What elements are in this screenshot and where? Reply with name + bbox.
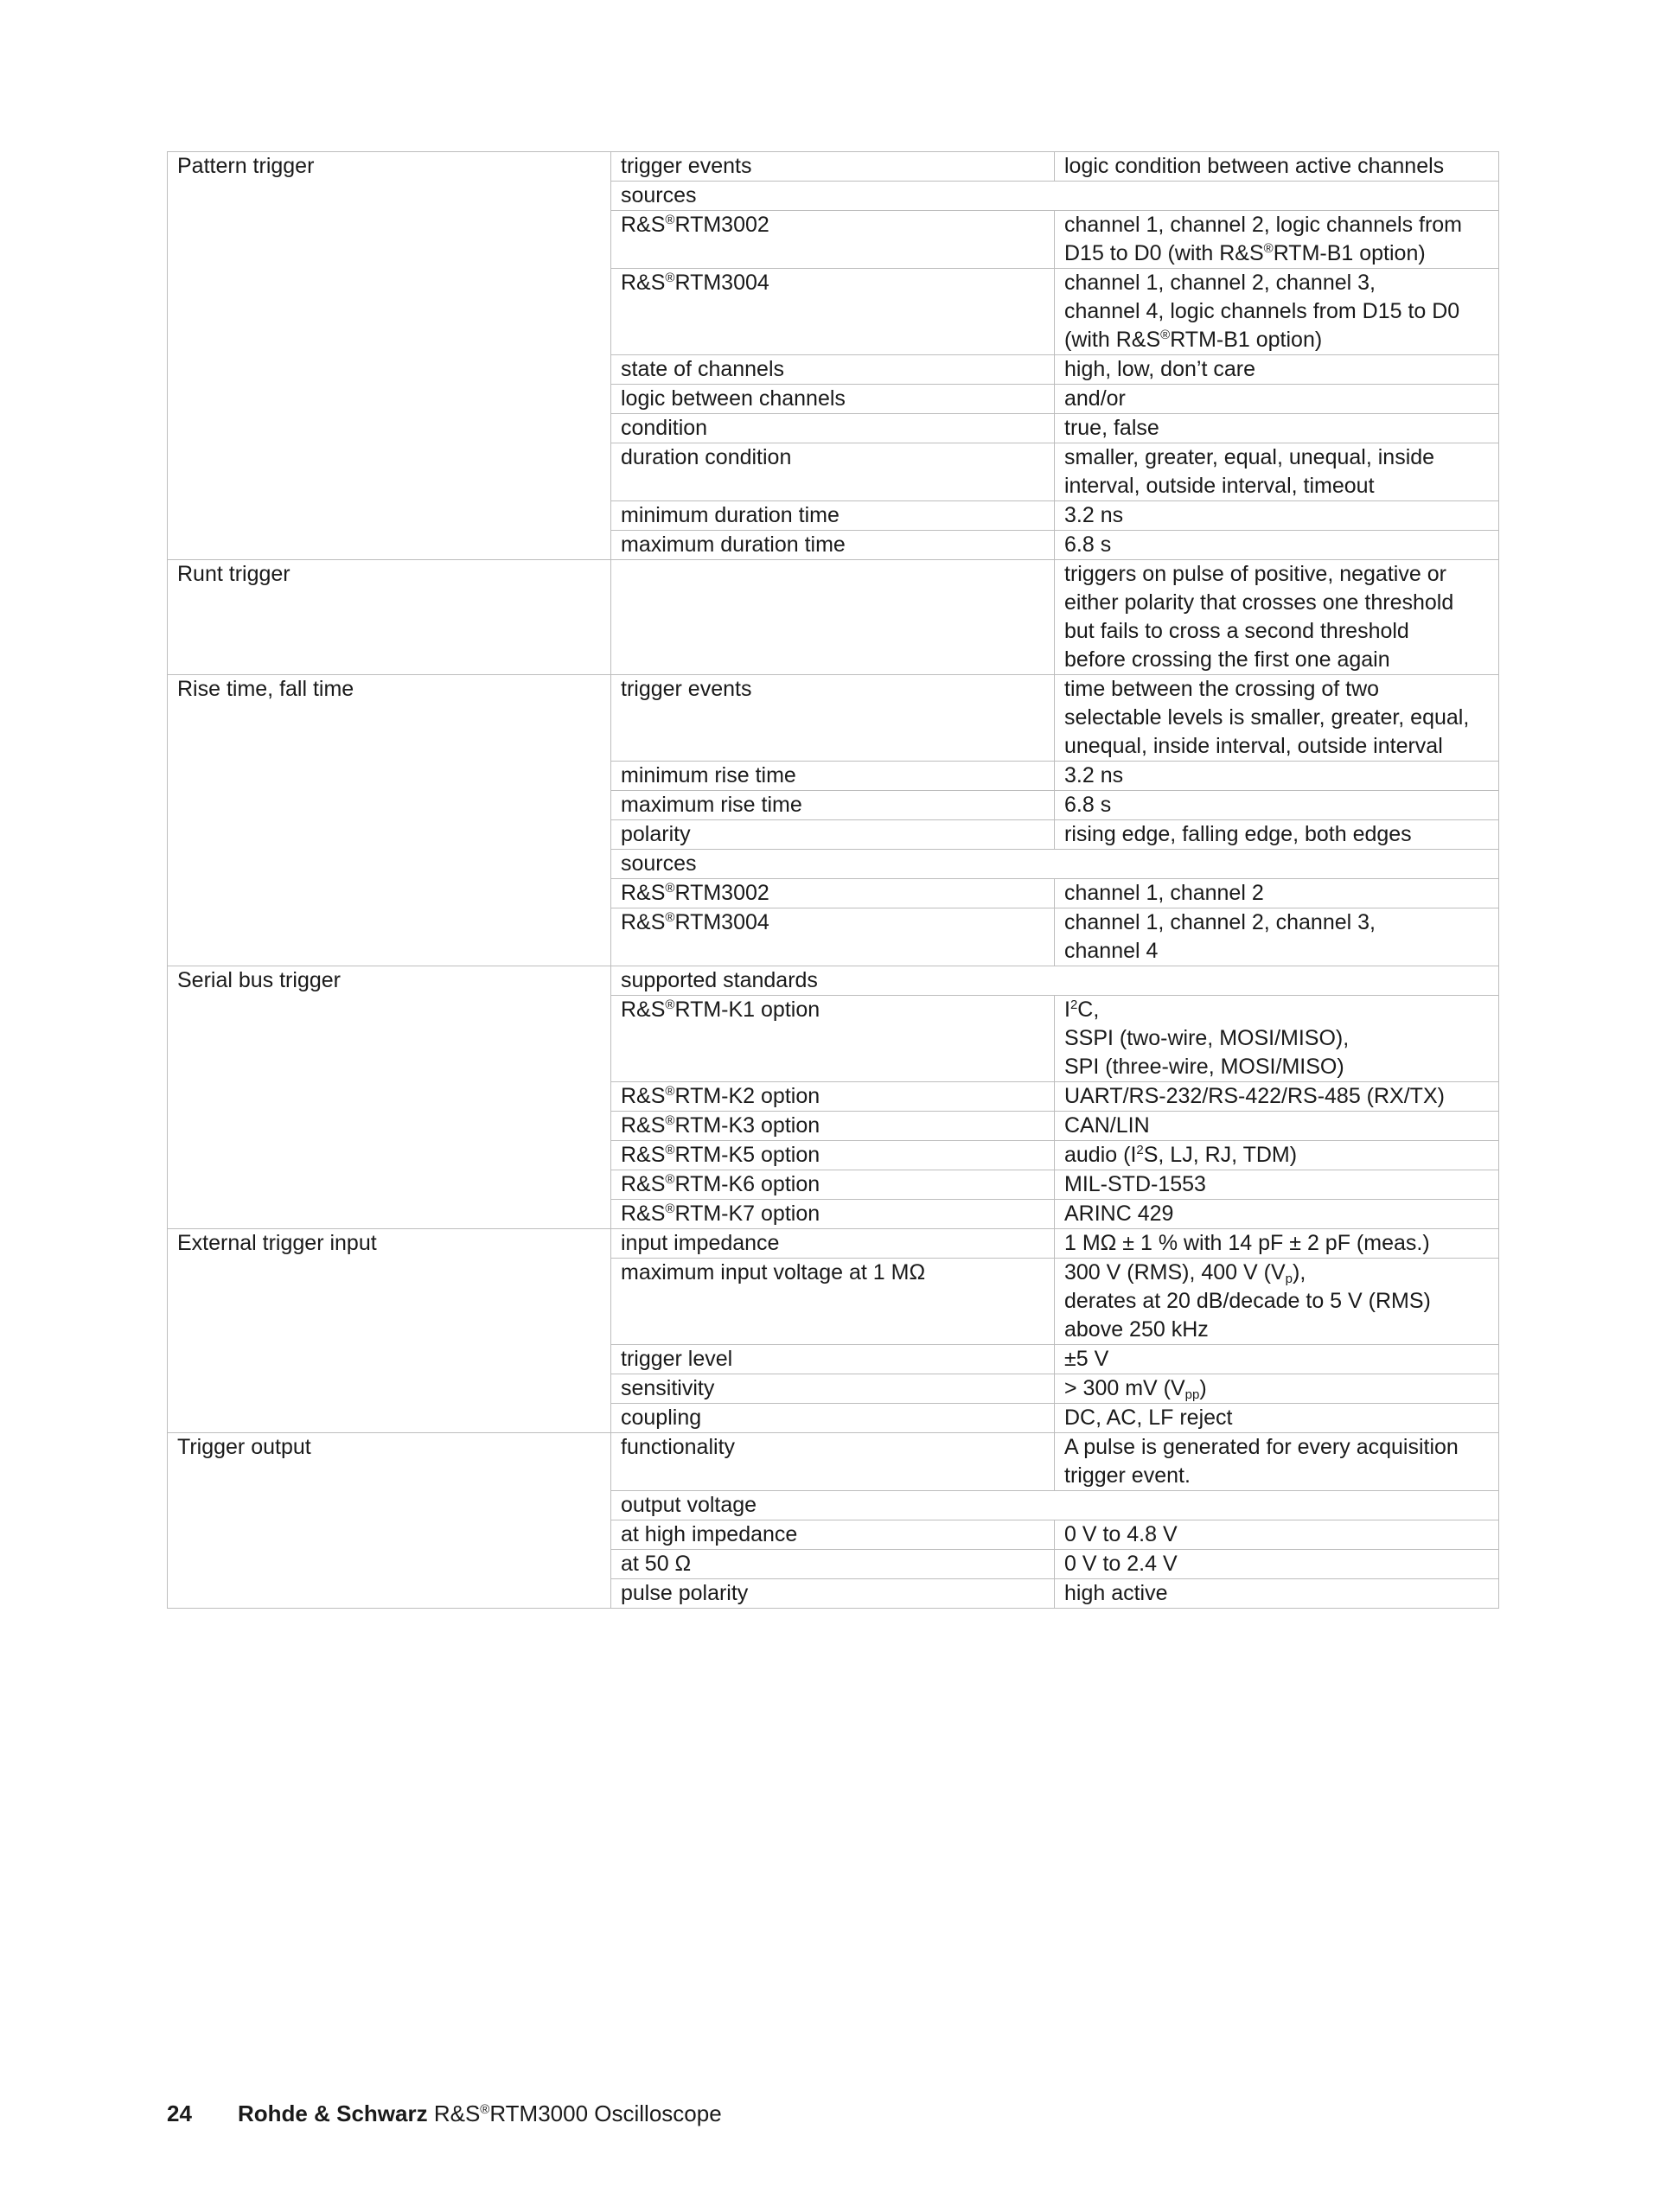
parameter-label: maximum rise time: [611, 791, 1055, 820]
parameter-value: > 300 mV $(V_{pp})$: [1055, 1374, 1499, 1404]
parameter-label: polarity: [611, 820, 1055, 850]
parameter-label: pulse polarity: [611, 1579, 1055, 1609]
parameter-value: high, low, don’t care: [1055, 355, 1499, 385]
parameter-label: functionality: [611, 1433, 1055, 1491]
parameter-value: time between the crossing of two selectable levels is smaller, greater, equal, unequal, inside interval, outside interval: [1055, 675, 1499, 762]
parameter-label: R&S®RTM-K1 option: [611, 996, 1055, 1082]
parameter-label: sources: [611, 850, 1499, 879]
parameter-value: ARINC 429: [1055, 1200, 1499, 1229]
parameter-value: ±5 V: [1055, 1345, 1499, 1374]
parameter-value: MIL-STD-1553: [1055, 1170, 1499, 1200]
parameter-value: 6.8 s: [1055, 791, 1499, 820]
page-footer: [167, 2099, 722, 2128]
section-title: Trigger output: [168, 1433, 611, 1609]
parameter-value: high active: [1055, 1579, 1499, 1609]
parameter-label: logic between channels: [611, 385, 1055, 414]
parameter-label: input impedance: [611, 1229, 1055, 1259]
parameter-label: R&S®RTM3004: [611, 908, 1055, 966]
spec-table-body: [168, 152, 1499, 1609]
parameter-value: channel 1, channel 2: [1055, 879, 1499, 908]
section-title: Serial bus trigger: [168, 966, 611, 1229]
parameter-value: 6.8 s: [1055, 531, 1499, 560]
parameter-label: minimum rise time: [611, 762, 1055, 791]
parameter-value: 0 V to 4.8 V: [1055, 1520, 1499, 1550]
parameter-label: trigger level: [611, 1345, 1055, 1374]
parameter-value: and/or: [1055, 385, 1499, 414]
parameter-label: condition: [611, 414, 1055, 443]
parameter-value: channel 1, channel 2, channel 3, channel 4: [1055, 908, 1499, 966]
parameter-value: true, false: [1055, 414, 1499, 443]
parameter-value: channel 1, channel 2, logic channels from D15 to D0 (with R&S®RTM-B1 option): [1055, 211, 1499, 269]
parameter-label: sensitivity: [611, 1374, 1055, 1404]
parameter-label: output voltage: [611, 1491, 1499, 1520]
parameter-label: state of channels: [611, 355, 1055, 385]
parameter-label: coupling: [611, 1404, 1055, 1433]
table-row: [168, 152, 1499, 182]
parameter-label: R&S®RTM3002: [611, 879, 1055, 908]
parameter-value: channel 1, channel 2, channel 3, channel 4, logic channels from D15 to D0 (with R&S®RTM-B1 option): [1055, 269, 1499, 355]
parameter-label: duration condition: [611, 443, 1055, 501]
table-row: [168, 1433, 1499, 1491]
section-title: Rise time, fall time: [168, 675, 611, 966]
parameter-value: logic condition between active channels: [1055, 152, 1499, 182]
parameter-value: 300 V (RMS), 400 V $(V_p)$, derates at 20 dB/decade to 5 V (RMS) above 250 kHz: [1055, 1259, 1499, 1345]
table-row: [168, 560, 1499, 675]
company-name: Rohde & Schwarz: [238, 2100, 428, 2126]
parameter-label: R&S®RTM-K3 option: [611, 1112, 1055, 1141]
parameter-label: at high impedance: [611, 1520, 1055, 1550]
parameter-value: 1 MΩ ± 1 % with 14 pF ± 2 pF (meas.): [1055, 1229, 1499, 1259]
parameter-label: minimum duration time: [611, 501, 1055, 531]
parameter-value: 3.2 ns: [1055, 762, 1499, 791]
page-number: 24: [167, 2100, 192, 2126]
section-title: Runt trigger: [168, 560, 611, 675]
parameter-label: maximum input voltage at 1 MΩ: [611, 1259, 1055, 1345]
section-title: External trigger input: [168, 1229, 611, 1433]
parameter-label: R&S®RTM-K7 option: [611, 1200, 1055, 1229]
parameter-value: CAN/LIN: [1055, 1112, 1499, 1141]
parameter-label: trigger events: [611, 152, 1055, 182]
spec-table: [167, 151, 1499, 1609]
table-row: [168, 966, 1499, 996]
parameter-label: sources: [611, 182, 1499, 211]
table-row: [168, 1229, 1499, 1259]
parameter-label: trigger events: [611, 675, 1055, 762]
parameter-label: [611, 560, 1055, 675]
parameter-label: maximum duration time: [611, 531, 1055, 560]
parameter-value: smaller, greater, equal, unequal, inside interval, outside interval, timeout: [1055, 443, 1499, 501]
parameter-value: audio ($I^2S$, LJ, RJ, TDM): [1055, 1141, 1499, 1170]
parameter-label: R&S®RTM3004: [611, 269, 1055, 355]
parameter-label: R&S®RTM-K5 option: [611, 1141, 1055, 1170]
parameter-label: R&S®RTM-K2 option: [611, 1082, 1055, 1112]
parameter-value: UART/RS-232/RS-422/RS-485 (RX/TX): [1055, 1082, 1499, 1112]
product-name: R&S®RTM3000 Oscilloscope: [433, 2100, 722, 2126]
parameter-value: 0 V to 2.4 V: [1055, 1550, 1499, 1579]
section-title: Pattern trigger: [168, 152, 611, 560]
parameter-value: rising edge, falling edge, both edges: [1055, 820, 1499, 850]
parameter-value: DC, AC, LF reject: [1055, 1404, 1499, 1433]
parameter-label: supported standards: [611, 966, 1499, 996]
parameter-value: $I^2C$, SSPI (two-wire, MOSI/MISO), SPI (three-wire, MOSI/MISO): [1055, 996, 1499, 1082]
parameter-value: triggers on pulse of positive, negative or either polarity that crosses one threshold but fails to cross a second threshold before crossing the first one again: [1055, 560, 1499, 675]
parameter-label: R&S®RTM3002: [611, 211, 1055, 269]
parameter-value: 3.2 ns: [1055, 501, 1499, 531]
table-row: [168, 675, 1499, 762]
parameter-value: A pulse is generated for every acquisition trigger event.: [1055, 1433, 1499, 1491]
parameter-label: at 50 Ω: [611, 1550, 1055, 1579]
parameter-label: R&S®RTM-K6 option: [611, 1170, 1055, 1200]
